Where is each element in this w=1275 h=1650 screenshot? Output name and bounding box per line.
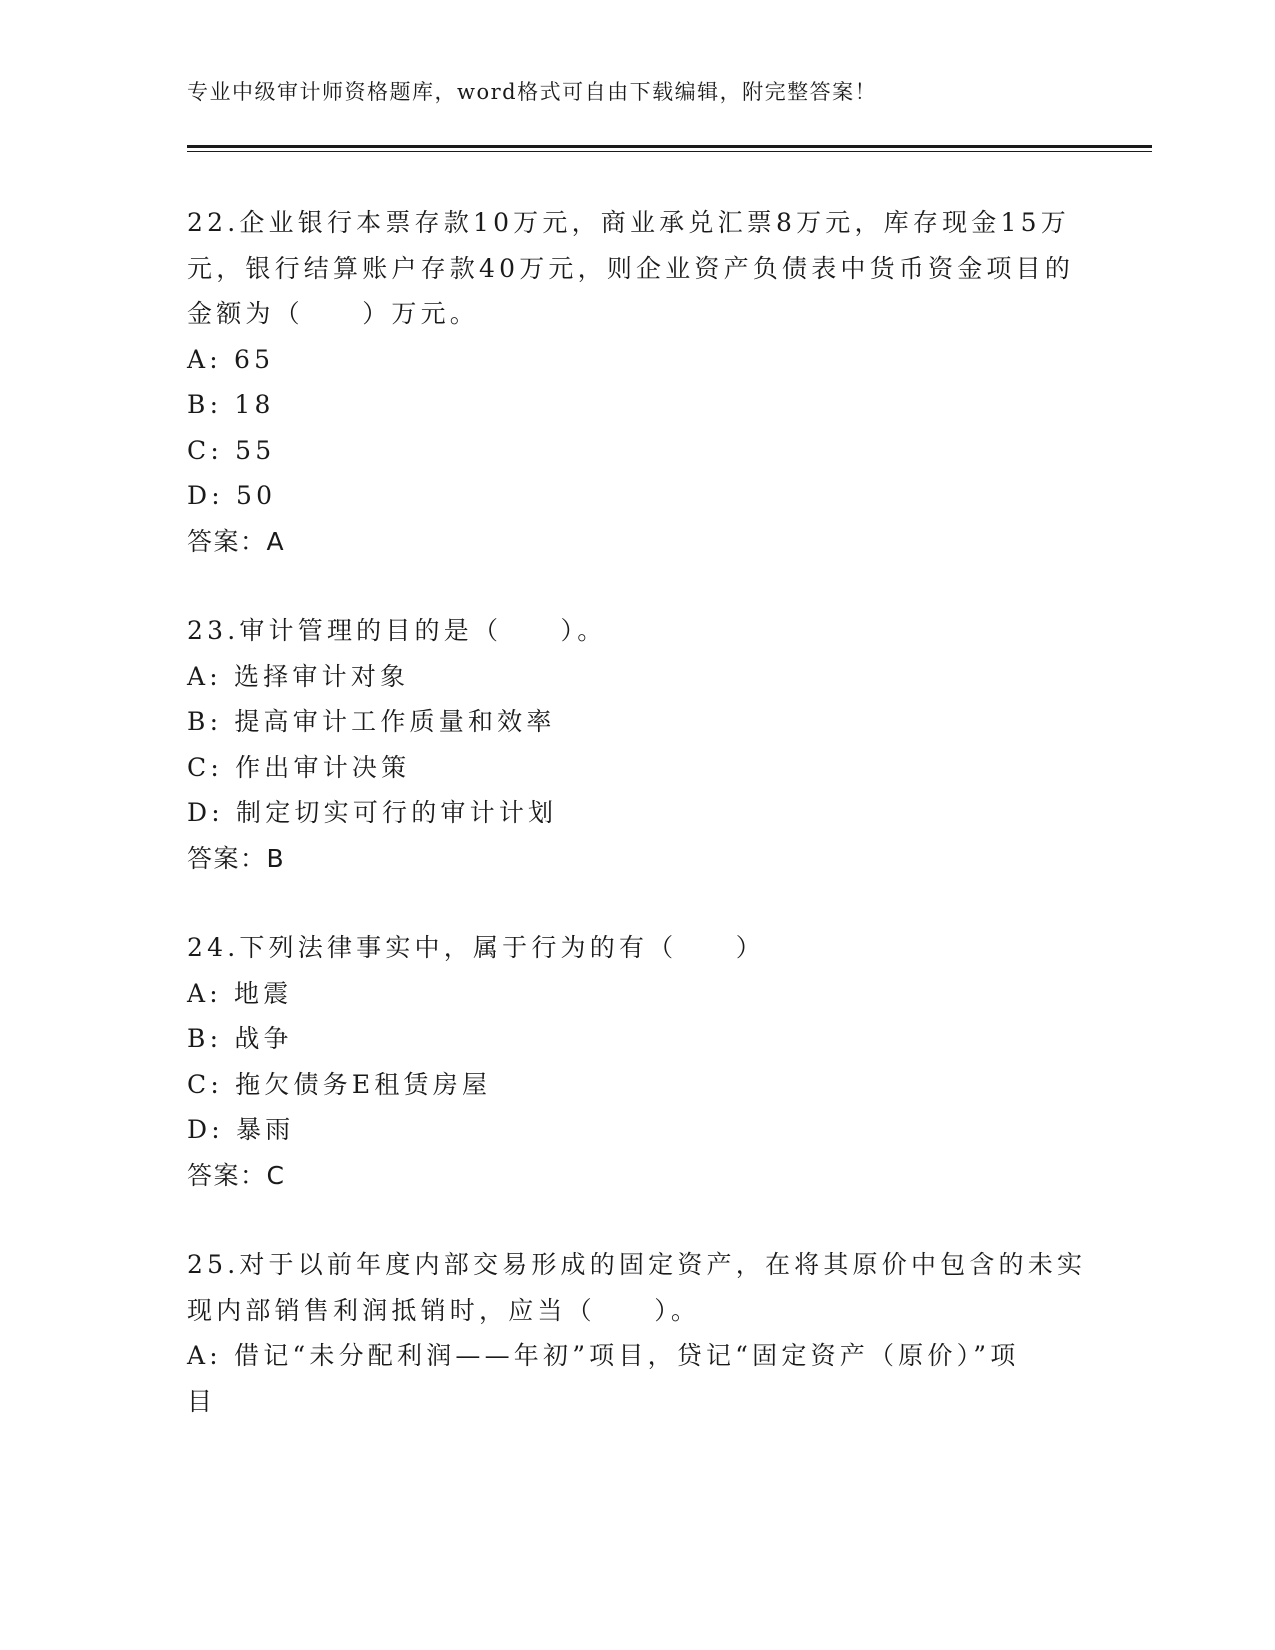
option-a: A: 地震	[187, 978, 293, 1008]
question-text-line: 现内部销售利润抵销时，应当（ ）。	[187, 1295, 701, 1325]
question-text-line: 元，银行结算账户存款40万元，则企业资产负债表中货币资金项目的	[187, 253, 1075, 283]
option-d: D: 制定切实可行的审计计划	[187, 798, 558, 827]
option-d: D: 暴雨	[187, 1115, 295, 1144]
question-22	[187, 200, 1087, 564]
header-rule-thick	[187, 145, 1152, 148]
option-a: A: 选择审计对象	[187, 661, 410, 691]
answer: 答案：A	[187, 526, 286, 556]
question-text-line: 25.对于以前年度内部交易形成的固定资产，在将其原价中包含的未实	[187, 1250, 1087, 1279]
option-a: A: 65	[187, 344, 275, 374]
answer: 答案：C	[187, 1160, 286, 1190]
option-c: C: 55	[187, 435, 276, 465]
answer: 答案：B	[187, 843, 286, 873]
question-25	[187, 1242, 1087, 1424]
question-list	[187, 200, 1087, 1468]
option-d: D: 50	[187, 481, 277, 510]
page-header: 专业中级审计师资格题库，word格式可自由下载编辑，附完整答案！	[187, 80, 878, 104]
option-c: C: 作出审计决策	[187, 752, 411, 782]
question-text-line: 24.下列法律事实中，属于行为的有（ ）	[187, 933, 765, 962]
question-24	[187, 925, 1087, 1198]
question-text-line: 金额为（ ）万元。	[187, 299, 480, 328]
option-b: B: 提高审计工作质量和效率	[187, 707, 556, 736]
option-a-continued: 目	[187, 1386, 217, 1416]
question-23	[187, 608, 1087, 881]
option-b: B: 18	[187, 390, 275, 419]
header-rule-thin	[187, 151, 1152, 152]
option-b: B: 战争	[187, 1024, 293, 1053]
option-a: A: 借记“未分配利润——年初”项目，贷记“固定资产（原价）”项	[187, 1341, 1020, 1370]
question-text-line: 22.企业银行本票存款10万元，商业承兑汇票8万元，库存现金15万	[187, 208, 1070, 237]
question-text-line: 23.审计管理的目的是（ ）。	[187, 616, 607, 645]
option-c: C: 拖欠债务E租赁房屋	[187, 1069, 492, 1099]
